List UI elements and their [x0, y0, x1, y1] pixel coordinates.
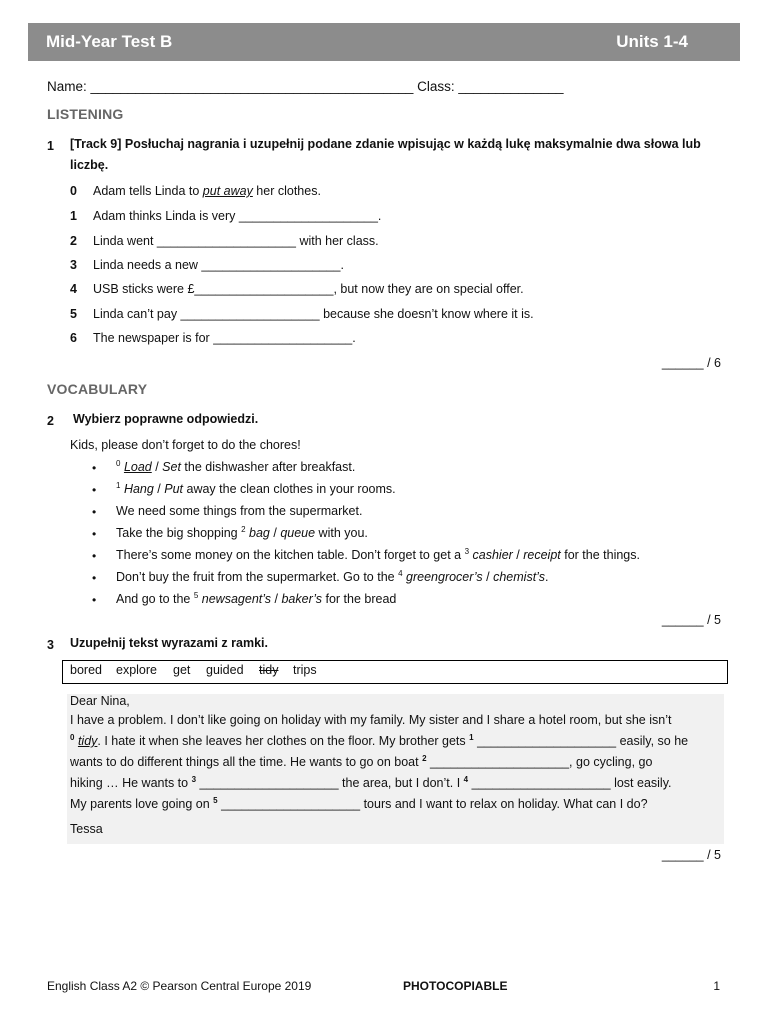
question-1-number: 1 — [47, 139, 54, 153]
letter-signoff: Tessa — [70, 822, 103, 836]
chores-intro: Kids, please don’t forget to do the chores! — [70, 438, 301, 452]
vocab-item: Don’t buy the fruit from the supermarket. Go to the $^4$ greengrocer’s / chemist’s. — [116, 568, 549, 584]
word-box — [62, 660, 728, 684]
vocab-option-a: newsagent’s — [201, 592, 272, 606]
question-2-instruction: Wybierz poprawne odpowiedzi. — [73, 412, 259, 426]
word-box-item: explore — [116, 663, 157, 677]
test-title: Mid-Year Test B — [46, 32, 173, 51]
word-box-item: get — [173, 663, 191, 677]
word-box-item-crossed: tidy — [259, 663, 279, 677]
bullet-marker: • — [92, 593, 97, 607]
bullet-marker: • — [92, 483, 97, 497]
vocabulary-heading: VOCABULARY — [47, 381, 148, 397]
listening-item-number: 4 — [70, 282, 77, 296]
vocab-option-b: baker’s — [281, 592, 323, 606]
listening-item-number: 5 — [70, 307, 77, 321]
vocab-option-b: Set — [162, 460, 181, 474]
word-box-item: guided — [206, 663, 244, 677]
listening-item: The newspaper is for ____________________. — [93, 331, 356, 345]
listening-item: USB sticks were £____________________, but now they are on special offer. — [93, 282, 524, 296]
bullet-marker: • — [92, 505, 97, 519]
listening-item-number: 2 — [70, 234, 77, 248]
vocab-item: And go to the $^5$ newsagent’s / baker’s for the bread — [116, 590, 397, 606]
vocab-option-a: Hang — [123, 482, 154, 496]
letter-panel — [67, 694, 724, 844]
bullet-marker: • — [92, 549, 97, 563]
bullet-marker: • — [92, 527, 97, 541]
vocab-item: We need some things from the supermarket. — [116, 504, 363, 518]
question-2-number: 2 — [47, 414, 54, 428]
listening-item-example: Adam tells Linda to put away her clothes. — [93, 184, 321, 198]
footer-copyright: English Class A2 © Pearson Central Europe 2019 — [47, 979, 312, 993]
vocab-item: Take the big shopping $^2$ bag / queue with you. — [116, 524, 368, 540]
vocab-option-b: Put — [164, 482, 184, 496]
question-1-instruction: [Track 9] Posłuchaj nagrania i uzupełnij podane zdanie wpisując w każdą lukę maksymalnie dwa słowa lub liczbę. — [70, 137, 701, 172]
letter-line: $^0$ tidy. I hate it when she leaves her clothes on the floor. My brother gets $^1$ ____________________ easily, so he — [70, 732, 689, 748]
question-3-instruction: Uzupełnij tekst wyrazami z ramki. — [70, 636, 268, 650]
vocab-item: $^0$ Load / Set the dishwasher after breakfast. — [116, 458, 356, 474]
vocab-option-b: queue — [280, 526, 316, 540]
listening-item-number: 3 — [70, 258, 77, 272]
listening-heading: LISTENING — [47, 106, 124, 122]
vocab-option-b: chemist’s — [493, 570, 545, 584]
example-answer: tidy — [77, 734, 98, 748]
vocab-option-a: greengrocer’s — [406, 570, 483, 584]
vocab-item: $^1$ Hang / Put away the clean clothes in your rooms. — [116, 480, 396, 496]
letter-line: hiking … He wants to $^3$ ____________________ the area, but I don’t. I $^4$ ____________________ lost easily. — [70, 774, 672, 790]
vocab-option-a: Load — [123, 460, 152, 474]
bullet-marker: • — [92, 571, 97, 585]
vocabulary-score: ______ / 5 — [661, 613, 721, 627]
units-label: Units 1-4 — [616, 32, 688, 51]
vocab-option-a: bag — [249, 526, 270, 540]
listening-item: Linda needs a new ____________________. — [93, 258, 344, 272]
name-class-line: Name: ___________________________________________ Class: ______________ — [47, 79, 564, 94]
letter-line: I have a problem. I don’t like going on holiday with my family. My sister and I share a hotel room, but she isn’t — [70, 713, 672, 727]
header-bar — [28, 23, 740, 61]
letter-line: wants to do different things all the time. He wants to go on boat $^2$ ____________________, go cycling, go — [70, 753, 653, 769]
example-answer: put away — [202, 184, 253, 198]
letter-line: My parents love going on $^5$ ____________________ tours and I want to relax on holiday. What can I do? — [70, 795, 648, 811]
page-number: 1 — [713, 979, 720, 993]
footer-photocopiable: PHOTOCOPIABLE — [403, 979, 508, 993]
vocab-option-b: receipt — [523, 548, 561, 562]
question-3-number: 3 — [47, 638, 54, 652]
word-box-item: bored — [70, 663, 102, 677]
listening-score: ______ / 6 — [661, 356, 721, 370]
listening-item-number: 1 — [70, 209, 77, 223]
listening-item-number: 6 — [70, 331, 77, 345]
listening-item: Linda can’t pay ____________________ because she doesn’t know where it is. — [93, 307, 534, 321]
listening-item: Linda went ____________________ with her class. — [93, 234, 379, 248]
vocab-item: There’s some money on the kitchen table. Don’t forget to get a $^3$ cashier / receipt for the things. — [116, 546, 640, 562]
listening-item-number: 0 — [70, 184, 77, 198]
gapfill-score: ______ / 5 — [661, 848, 721, 862]
word-box-item: trips — [293, 663, 317, 677]
vocab-option-a: cashier — [472, 548, 513, 562]
bullet-marker: • — [92, 461, 97, 475]
listening-item: Adam thinks Linda is very ____________________. — [93, 209, 382, 223]
letter-greeting: Dear Nina, — [70, 694, 130, 708]
